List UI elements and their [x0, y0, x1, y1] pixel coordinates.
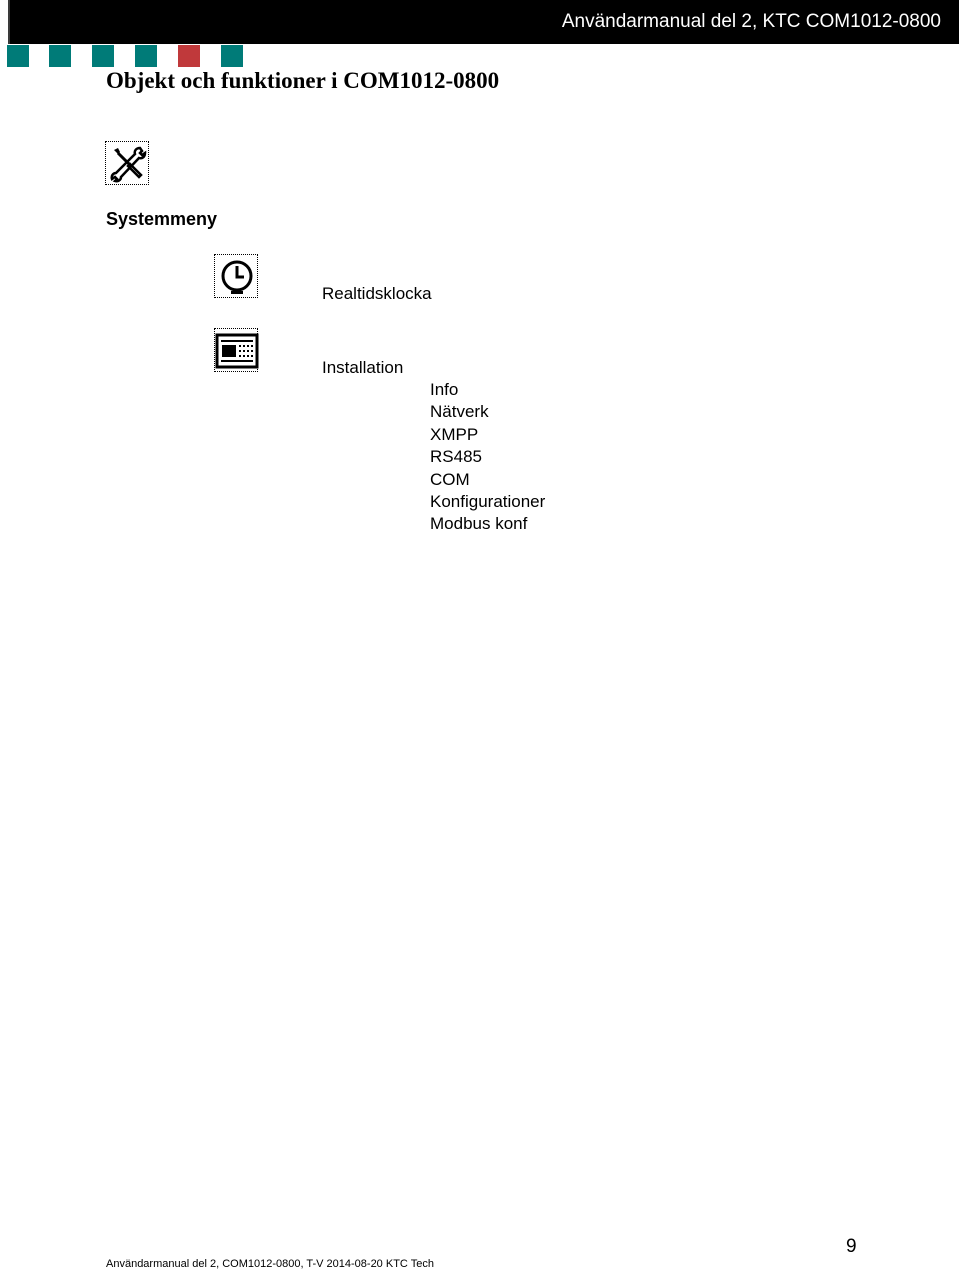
submenu-item: RS485	[430, 447, 482, 467]
submenu-item: Nätverk	[430, 402, 489, 422]
installation-submenu	[430, 379, 545, 536]
menu-item-label: Installation	[322, 358, 404, 377]
header-bar	[8, 0, 959, 44]
submenu-item: Modbus konf	[430, 514, 528, 534]
accent-squares	[7, 45, 247, 67]
accent-square	[7, 45, 29, 67]
page-title: Objekt och funktioner i COM1012-0800	[106, 68, 500, 93]
submenu-item: Konfigurationer	[430, 492, 546, 512]
menu-item-label: Realtidsklocka	[322, 284, 432, 303]
accent-square	[49, 45, 71, 67]
page-number: 9	[846, 1236, 857, 1257]
submenu-item: Info	[430, 380, 459, 399]
header-title: Användarmanual del 2, KTC COM1012-0800	[561, 11, 941, 32]
accent-square	[135, 45, 157, 67]
submenu-item: XMPP	[430, 424, 479, 444]
footer-text: Användarmanual del 2, COM1012-0800, T-V 2014-08-20 KTC Tech	[106, 1258, 434, 1270]
clock-icon	[214, 254, 258, 298]
accent-square	[178, 45, 200, 67]
tools-icon	[105, 141, 149, 185]
section-heading: Systemmeny	[106, 209, 218, 229]
submenu-item: COM	[430, 469, 470, 489]
accent-square	[221, 45, 243, 67]
installation-panel-icon	[214, 328, 258, 372]
accent-square	[92, 45, 114, 67]
